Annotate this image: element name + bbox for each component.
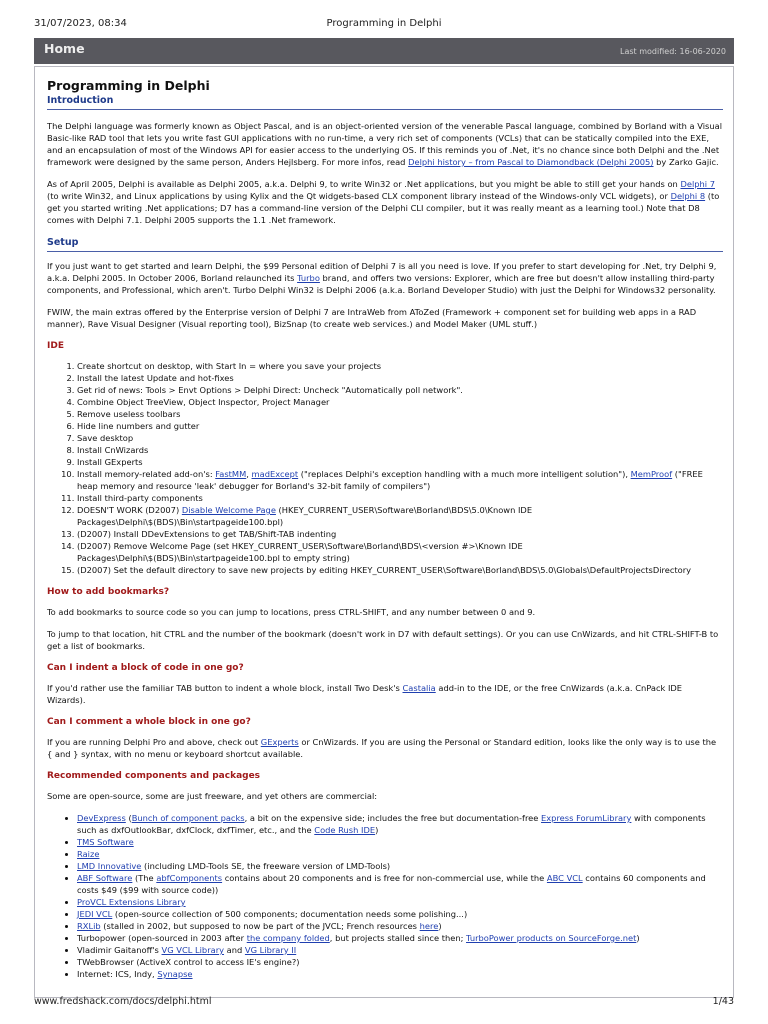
setup-p1-a: If you just want to get started and learn Delphi, the $99 Personal edition of Delphi 7 is all you need is love. If you prefer to start developing for .Net, try Delphi 9, a.k.a. Delphi 2005. In October 2006, Borland relaunched its bbox=[47, 261, 717, 283]
component-item bbox=[77, 836, 723, 848]
components-heading: Recommended components and packages bbox=[47, 771, 261, 781]
intro-paragraph-2 bbox=[47, 178, 723, 226]
ide-step-item: 9. Install GExperts bbox=[77, 456, 723, 468]
inline-link[interactable]: the company folded bbox=[246, 933, 330, 943]
ide-step-item: 1. Create shortcut on desktop, with Start In = where you save your projects bbox=[77, 360, 723, 372]
inline-link[interactable]: JEDI VCL bbox=[77, 909, 113, 919]
gexperts-link[interactable]: GExperts bbox=[260, 737, 299, 747]
inline-text: Install memory-related add-on's: bbox=[77, 469, 216, 479]
ide-step-item bbox=[77, 504, 723, 528]
ide-step-item: 5. Remove useless toolbars bbox=[77, 408, 723, 420]
ide-heading: IDE bbox=[47, 341, 64, 351]
page-title: Programming in Delphi bbox=[47, 78, 210, 93]
inline-link[interactable]: VG Library II bbox=[244, 945, 297, 955]
print-datetime: 31/07/2023, 08:34 bbox=[34, 18, 127, 29]
components-intro: Some are open-source, some are just freeware, and yet others are commercial: bbox=[47, 791, 378, 801]
component-item bbox=[77, 896, 723, 908]
page-url: www.fredshack.com/docs/delphi.html bbox=[34, 996, 212, 1007]
component-item bbox=[77, 956, 723, 968]
component-item bbox=[77, 944, 723, 956]
ide-step-item: 15. (D2007) Set the default directory to save new projects by editing HKEY_CURRENT_USER\Software\Borland\BDS\5.0\Globals\DefaultProjectsDirectory bbox=[77, 564, 723, 576]
inline-link[interactable]: ABF Software bbox=[77, 873, 133, 883]
intro-p2-b: (to write Win32, and Linux applications by using Kylix and the Qt widgets-based CLX component library instead of the Windows-only VCL widgets), or bbox=[47, 191, 671, 201]
bookmarks-paragraph-2: To jump to that location, hit CTRL and the number of the bookmark (doesn't work in D7 with default settings). Or you can use CnWizards, and hit CTRL-SHIFT-B to get a list of bookmarks. bbox=[47, 629, 719, 651]
inline-link[interactable]: abfComponents bbox=[156, 873, 223, 883]
inline-text: (stalled in 2002, but supposed to now be part of the JVCL; French resources bbox=[100, 921, 420, 931]
inline-text: ( bbox=[125, 813, 132, 823]
inline-text: (The bbox=[132, 873, 157, 883]
inline-text: , bbox=[246, 469, 252, 479]
intro-paragraph-1 bbox=[47, 120, 723, 168]
inline-text: Vladimir Gaitanoff's bbox=[77, 945, 162, 955]
last-modified: Last modified: 16-06-2020 bbox=[620, 47, 726, 56]
ide-step-item: 14. (D2007) Remove Welcome Page (set HKEY_CURRENT_USER\Software\Borland\BDS\<version #>\Known IDE Packages\Delphi\$(BDS)\Bin\startpageide100.bpl to empty string) bbox=[77, 540, 723, 564]
setup-paragraph-2: FWIW, the main extras offered by the Enterprise version of Delphi 7 are IntraWeb from AToZed (Framework + component set for building web apps in a RAD manner), Rave Visual Designer (Visual reporting tool), BizSnap (to create web services.) and Model Maker (UML stuff.) bbox=[47, 307, 697, 329]
inline-link[interactable]: Express ForumLibrary bbox=[541, 813, 632, 823]
intro-p1-after: by Zarko Gajic. bbox=[653, 157, 719, 167]
delphi-history-link[interactable]: Delphi history – from Pascal to Diamondback (Delphi 2005) bbox=[408, 157, 654, 167]
bookmarks-heading: How to add bookmarks? bbox=[47, 587, 170, 597]
inline-text: DOESN'T WORK (D2007) bbox=[77, 505, 182, 515]
inline-text: (including LMD-Tools SE, the freeware version of LMD-Tools) bbox=[141, 861, 391, 871]
inline-link[interactable]: madExcept bbox=[251, 469, 299, 479]
inline-text: Turbopower (open-sourced in 2003 after bbox=[77, 933, 247, 943]
inline-link[interactable]: Bunch of component packs bbox=[131, 813, 245, 823]
component-item bbox=[77, 968, 723, 980]
inline-link[interactable]: MemProof bbox=[630, 469, 673, 479]
inline-text: (HKEY_CURRENT_USER\Software\Borland\BDS\5.0\Known IDE Packages\Delphi\$(BDS)\Bin\startpageide100.bpl) bbox=[77, 505, 533, 527]
ide-step-item: 8. Install CnWizards bbox=[77, 444, 723, 456]
print-title: Programming in Delphi bbox=[326, 18, 442, 29]
inline-text: with components such as dxfOutlookBar, dxfClock, dxfTimer, etc., and the bbox=[77, 813, 706, 835]
inline-link[interactable]: Code Rush IDE bbox=[314, 825, 376, 835]
indent-heading: Can I indent a block of code in one go? bbox=[47, 663, 244, 673]
inline-text: , but projects stalled since then; bbox=[329, 933, 467, 943]
inline-text: Internet: ICS, Indy, bbox=[77, 969, 158, 979]
print-header bbox=[34, 18, 734, 30]
inline-text: contains about 20 components and is free for non-commercial use, while the bbox=[222, 873, 547, 883]
intro-p2-a: As of April 2005, Delphi is available as Delphi 2005, a.k.a. Delphi 9, to write Win32 or .Net applications, but you might be able to still get your hands on bbox=[47, 179, 681, 189]
inline-link[interactable]: ABC VCL bbox=[546, 873, 583, 883]
castalia-link[interactable]: Castalia bbox=[402, 683, 436, 693]
setup-paragraph-1 bbox=[47, 260, 723, 296]
comment-b: or CnWizards. If you are using the Personal or Standard edition, looks like the only way is to use the { and } syntax, with no menu or keyboard shortcut available. bbox=[47, 737, 717, 759]
ide-step-item: 13. (D2007) Install DDevExtensions to get TAB/Shift-TAB indenting bbox=[77, 528, 723, 540]
component-item bbox=[77, 848, 723, 860]
setup-heading: Setup bbox=[47, 236, 723, 252]
inline-link[interactable]: ProVCL Extensions Library bbox=[77, 897, 186, 907]
setup-p1-b: brand, and offers two versions: Explorer, which are free but doesn't allow installing third-party components, and Professional, which aren't. Turbo Delphi Win32 is Delphi 2006 (a.k.a. Borland Developer Studio) with just the Delphi for Windows32 personality. bbox=[47, 273, 716, 295]
ide-step-item: 4. Combine Object TreeView, Object Inspector, Project Manager bbox=[77, 396, 723, 408]
components-list bbox=[47, 812, 723, 980]
article-content bbox=[34, 66, 734, 998]
top-nav-bar bbox=[34, 38, 734, 64]
comment-a: If you are running Delphi Pro and above, check out bbox=[47, 737, 261, 747]
inline-text: ) bbox=[375, 825, 379, 835]
inline-link[interactable]: FastMM bbox=[215, 469, 247, 479]
intro-heading: Introduction bbox=[47, 94, 723, 110]
delphi7-link[interactable]: Delphi 7 bbox=[680, 179, 715, 189]
ide-step-item: 3. Get rid of news: Tools > Envt Options > Delphi Direct: Uncheck "Automatically poll network". bbox=[77, 384, 723, 396]
inline-link[interactable]: VG VCL Library bbox=[161, 945, 225, 955]
component-item bbox=[77, 812, 723, 836]
delphi8-link[interactable]: Delphi 8 bbox=[670, 191, 706, 201]
component-item bbox=[77, 908, 723, 920]
component-item bbox=[77, 872, 723, 896]
inline-text: contains 60 components and costs $49 ($99 with source code)) bbox=[77, 873, 706, 895]
comment-heading: Can I comment a whole block in one go? bbox=[47, 717, 251, 727]
inline-link[interactable]: Synapse bbox=[157, 969, 193, 979]
inline-text: , a bit on the expensive side; includes the free but documentation-free bbox=[244, 813, 542, 823]
ide-steps-list bbox=[47, 360, 723, 576]
page-number: 1/43 bbox=[712, 996, 734, 1007]
inline-text: ("replaces Delphi's exception handling with a much more intelligent solution"), bbox=[298, 469, 631, 479]
ide-step-item: 6. Hide line numbers and gutter bbox=[77, 420, 723, 432]
indent-paragraph bbox=[47, 682, 723, 706]
component-item bbox=[77, 932, 723, 944]
component-item bbox=[77, 860, 723, 872]
indent-a: If you'd rather use the familiar TAB button to indent a whole block, install Two Desk's bbox=[47, 683, 403, 693]
inline-link[interactable]: Disable Welcome Page bbox=[181, 505, 276, 515]
comment-paragraph bbox=[47, 736, 723, 760]
ide-step-item: 2. Install the latest Update and hot-fixes bbox=[77, 372, 723, 384]
inline-link[interactable]: DevExpress bbox=[77, 813, 126, 823]
inline-text: and bbox=[224, 945, 245, 955]
print-footer bbox=[34, 996, 734, 1008]
turbo-link[interactable]: Turbo bbox=[297, 273, 320, 283]
inline-text: (open-source collection of 500 components; documentation needs some polishing...) bbox=[112, 909, 468, 919]
bookmarks-paragraph-1: To add bookmarks to source code so you can jump to locations, press CTRL-SHIFT, and any number between 0 and 9. bbox=[47, 607, 536, 617]
inline-link[interactable]: TurboPower products on SourceForge.net bbox=[466, 933, 637, 943]
inline-text: ) bbox=[636, 933, 640, 943]
ide-step-item: 7. Save desktop bbox=[77, 432, 723, 444]
inline-text: ("FREE heap memory and resource 'leak' debugger for Borland's 32-bit family of compilers") bbox=[77, 469, 703, 491]
intro-p2-c: (to get you started writing .Net applications; D7 has a command-line version of the Delphi CLI compiler, but it was really meant as a learning tool.) Note that D8 comes with Delphi 7.1. Delphi 2005 supports the 1.1 .Net framework. bbox=[47, 191, 720, 225]
ide-step-item bbox=[77, 468, 723, 492]
ide-step-item: 11. Install third-party components bbox=[77, 492, 723, 504]
inline-text: ) bbox=[438, 921, 442, 931]
inline-link[interactable]: RXLib bbox=[77, 921, 101, 931]
indent-b: add-in to the IDE, or the free CnWizards (a.k.a. CnPack IDE Wizards). bbox=[47, 683, 683, 705]
home-link[interactable]: Home bbox=[44, 41, 85, 56]
inline-link[interactable]: LMD Innovative bbox=[77, 861, 142, 871]
inline-link[interactable]: here bbox=[419, 921, 439, 931]
inline-link[interactable]: Raize bbox=[77, 849, 100, 859]
intro-p1-text: The Delphi language was formerly known as Object Pascal, and is an object-oriented version of the venerable Pascal language, combined by Borland with a Visual Basic-like RAD tool that lets you write fast GUI applications with no run-time, a very rich set of components (VCLs) that can be statically compiled into the EXE, and an encapsulation of most of the Windows API for easier access to the underlying OS. If this reminds you of .Net, it's no chance since both Delphi and the .Net framework were designed by the same person, Anders Hejlsberg. For more infos, read bbox=[47, 121, 723, 167]
inline-text: TWebBrowser (ActiveX control to access IE's engine?) bbox=[77, 957, 300, 967]
component-item bbox=[77, 920, 723, 932]
inline-link[interactable]: TMS Software bbox=[77, 837, 134, 847]
